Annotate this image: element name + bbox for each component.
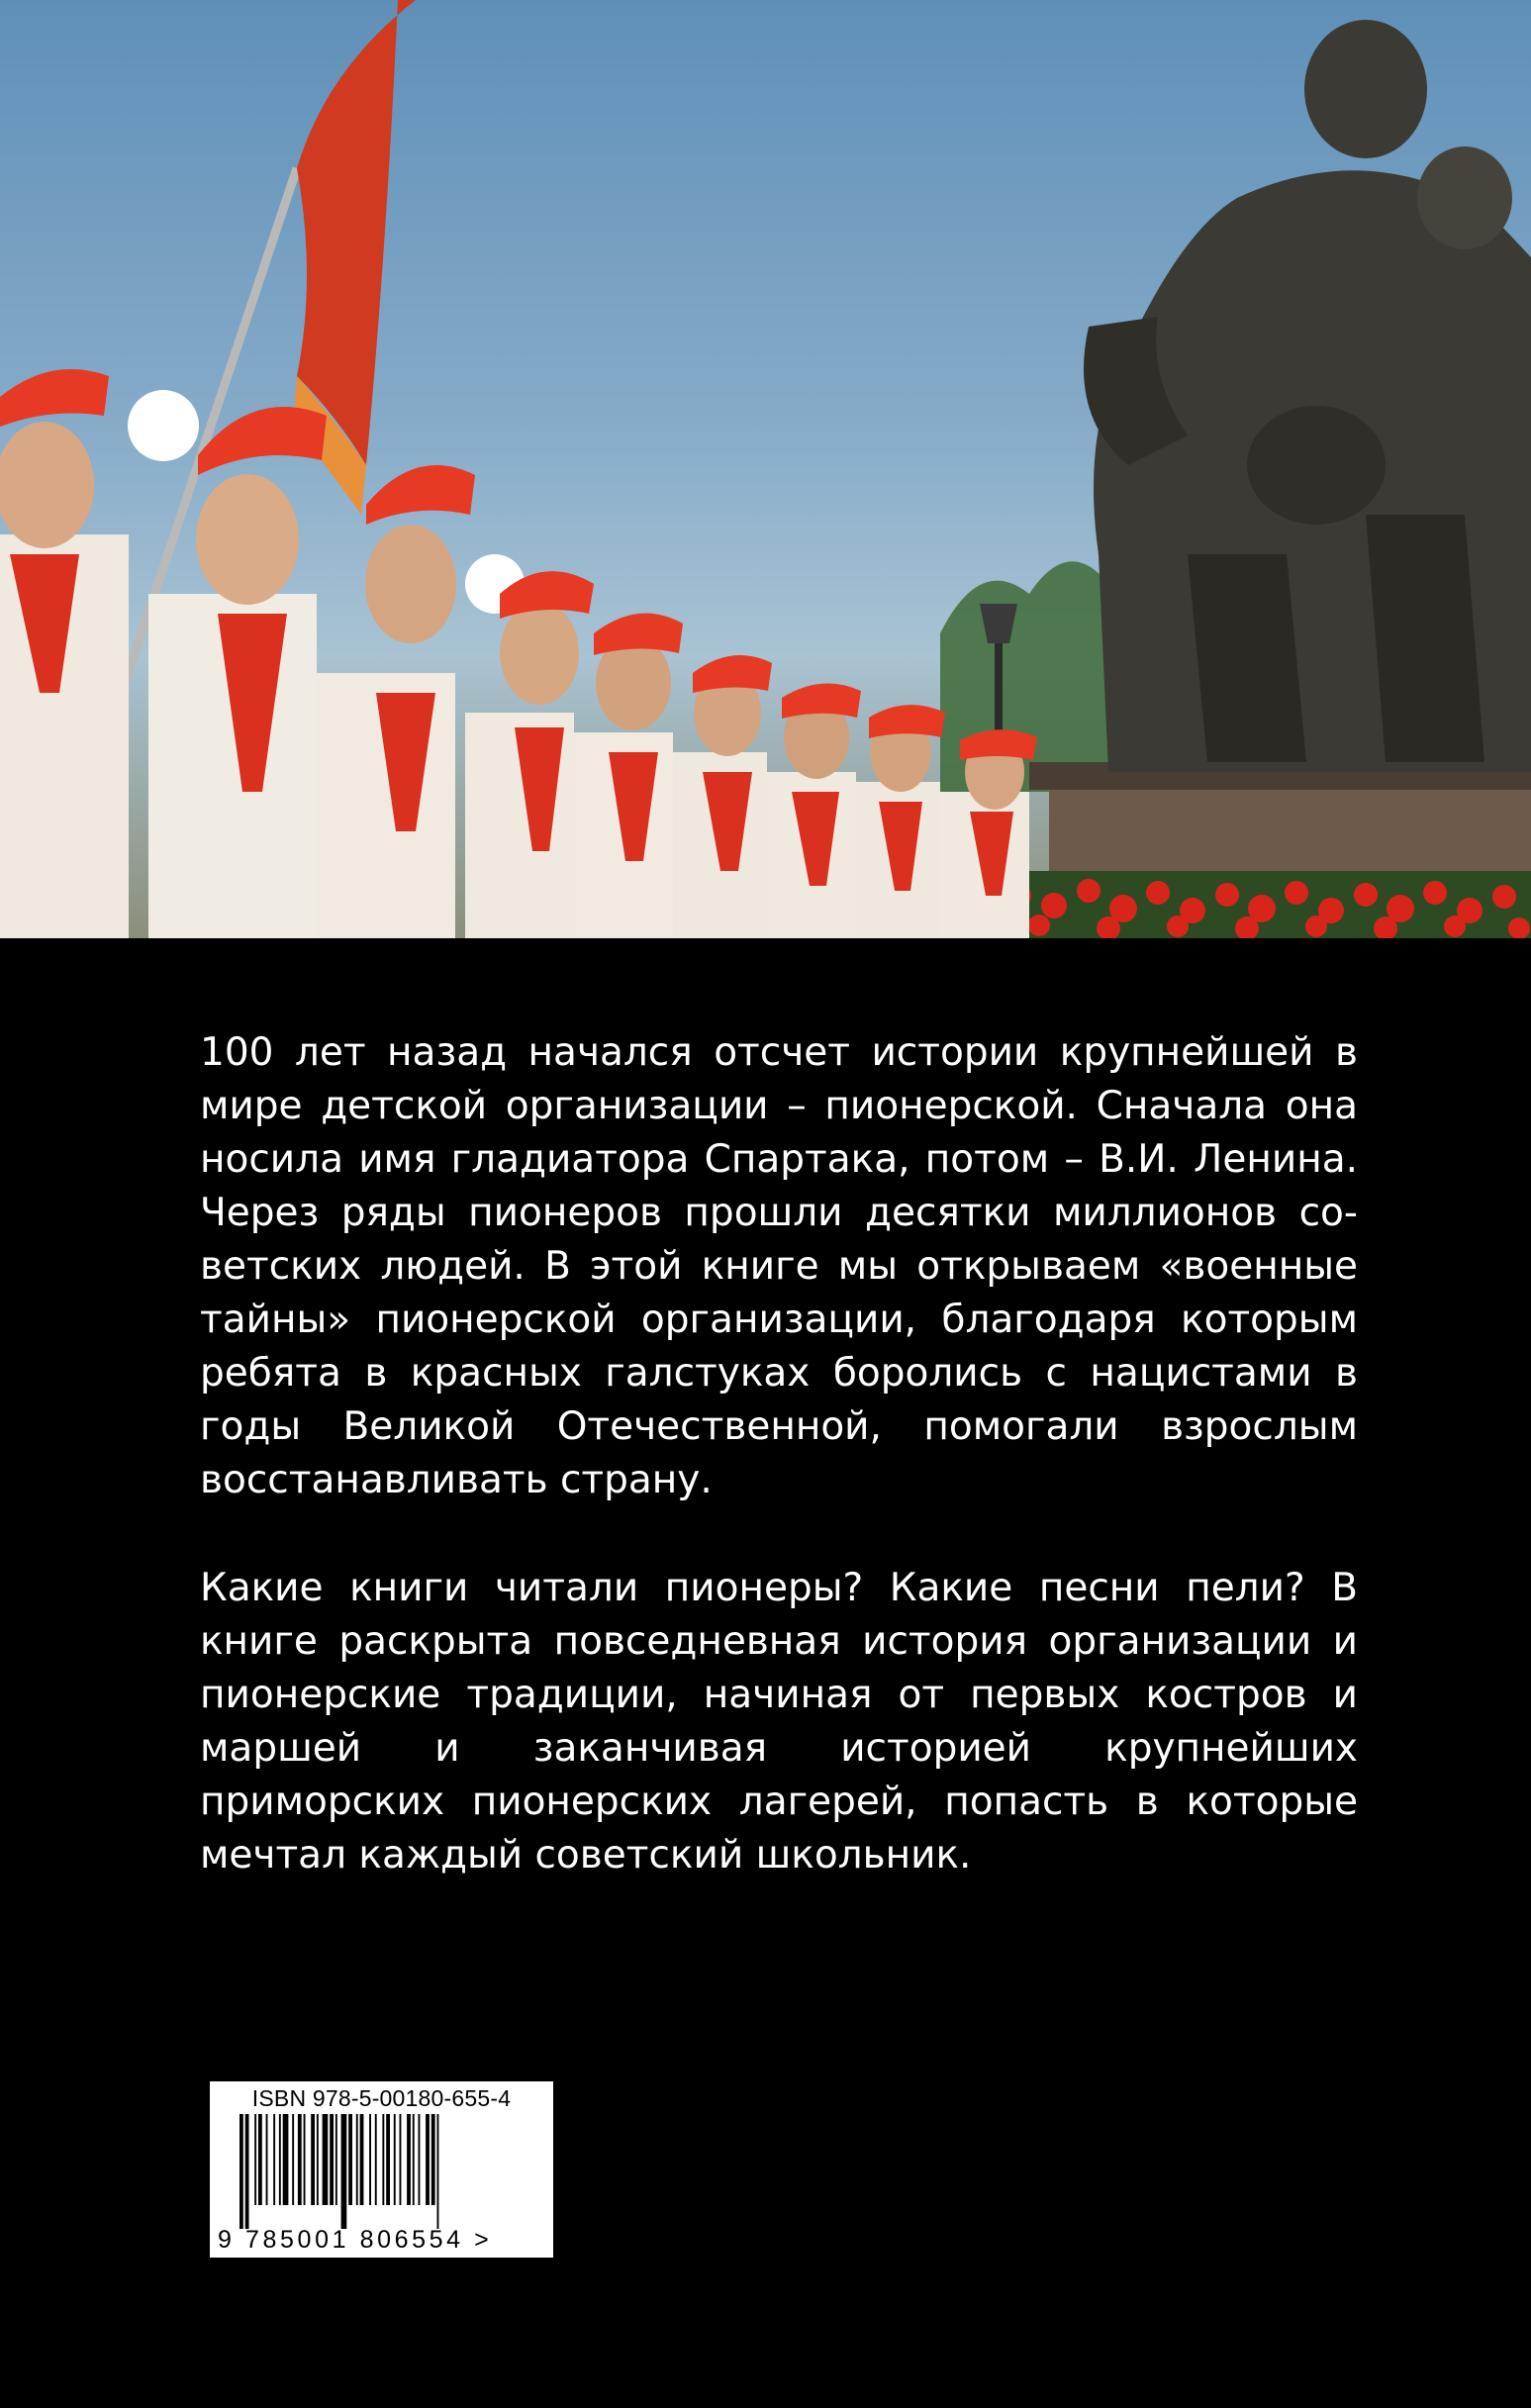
barcode-bar <box>292 2114 294 2205</box>
barcode-bar <box>369 2114 371 2205</box>
photo-illustration <box>0 0 1531 938</box>
barcode-bar <box>282 2114 288 2205</box>
barcode-digits: 9 785001 806554 > <box>218 2226 493 2254</box>
barcode-bar <box>374 2114 376 2205</box>
barcode-bar <box>258 2114 262 2205</box>
blurb-paragraph-2: Какие книги читали пионеры? Какие песни пели? В книге раскрыта повседневная история организации и пионерские традиции, начиная от первых костров и маршей и заканчивая историей крупнейших приморских пионерских лагерей, попасть в которые мечтал каждый советский школьник. <box>200 1566 1358 1878</box>
statue <box>1084 20 1531 772</box>
barcode-bar <box>436 2114 438 2229</box>
barcode-bar <box>265 2114 267 2205</box>
barcode-bar <box>273 2114 275 2205</box>
cover-photo <box>0 0 1531 938</box>
barcode-bar <box>303 2114 305 2205</box>
barcode-bar <box>426 2114 430 2205</box>
barcode-bar <box>348 2114 352 2205</box>
barcode-bar <box>244 2114 248 2229</box>
pioneers-row <box>0 369 1037 938</box>
isbn-label: ISBN 978-5-00180-655-4 <box>251 2085 512 2111</box>
isbn-barcode <box>210 2081 553 2258</box>
barcode-bar <box>322 2114 328 2205</box>
barcode-bar <box>382 2114 384 2205</box>
red-flag <box>297 0 416 465</box>
barcode-bar <box>355 2114 357 2205</box>
barcode-bar <box>393 2114 395 2205</box>
barcode-bar <box>330 2114 334 2205</box>
barcode-bar <box>418 2114 420 2205</box>
blurb-paragraph-1: 100 лет назад начался отсчет истории крупнейшей в мире детской организации – пионерской. Сначала она носила имя гладиатора Спартака, потом – В.И. Ленина. Через ряды пионеров прошли десятки миллионов советских людей. В этой книге мы открываем «военные тайны» пионерской организации, благодаря которым ребята в красных галстуках боролись с нацистами в годы Великой Отечественной, помогали взрослым восстанавливать страну. <box>200 1030 1358 1502</box>
barcode-bar <box>335 2114 336 2205</box>
barcode-bar <box>412 2114 414 2205</box>
barcode-bar <box>239 2114 243 2229</box>
barcode-bar <box>316 2114 318 2205</box>
barcode-bar <box>340 2114 346 2229</box>
barcode-bar <box>431 2114 434 2205</box>
barcode-bar <box>278 2114 280 2205</box>
barcode-bar <box>254 2114 256 2205</box>
barcode-bar <box>359 2114 363 2205</box>
barcode-bar <box>297 2114 301 2205</box>
barcode-bar <box>407 2114 411 2205</box>
flower-bed <box>990 871 1531 938</box>
barcode-bar <box>386 2114 390 2205</box>
barcode-bars <box>234 2114 530 2229</box>
barcode-bar <box>399 2114 401 2205</box>
barcode-bar <box>311 2114 315 2205</box>
